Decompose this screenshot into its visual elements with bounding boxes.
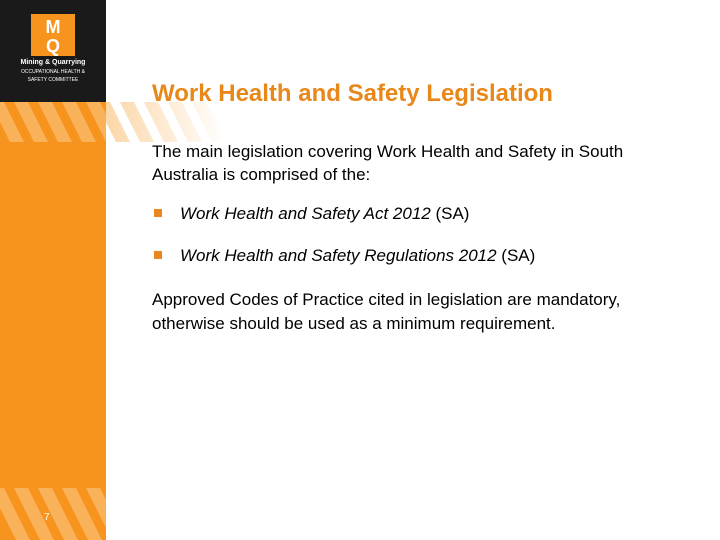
svg-text:Q: Q: [45, 36, 61, 56]
svg-text:M: M: [45, 17, 61, 37]
list-item: [152, 246, 672, 288]
diagonal-stripe-band-bottom: [0, 488, 106, 540]
logo: [0, 0, 106, 102]
intro-paragraph: The main legislation covering Work Health and Safety in South Australia is comprised of the:: [152, 142, 624, 184]
mining-quarrying-logo-mark: [31, 14, 75, 56]
legislation-name: Work Health and Safety Act 2012: [180, 204, 431, 223]
logo-subtitle-line-1: OCCUPATIONAL HEALTH &: [21, 69, 85, 75]
square-bullet-icon: [154, 209, 162, 217]
diagonal-stripe-accent: [106, 102, 226, 142]
legislation-list: [152, 204, 672, 288]
page-number: 7: [44, 512, 50, 523]
legislation-jurisdiction: (SA): [496, 246, 536, 265]
legislation-jurisdiction: (SA): [430, 204, 470, 223]
logo-title: Mining & Quarrying: [20, 59, 86, 66]
square-bullet-icon: [154, 251, 162, 259]
logo-subtitle-line-2: SAFETY COMMITTEE: [27, 77, 79, 83]
sidebar: [0, 0, 106, 540]
list-item: [152, 204, 672, 246]
legislation-name: Work Health and Safety Regulations 2012: [180, 246, 497, 265]
closing-paragraph: Approved Codes of Practice cited in legislation are mandatory, otherwise should be used as a minimum requirement.: [152, 290, 621, 333]
slide-title: Work Health and Safety Legislation: [152, 80, 553, 107]
diagonal-stripe-band-top: [0, 102, 106, 142]
